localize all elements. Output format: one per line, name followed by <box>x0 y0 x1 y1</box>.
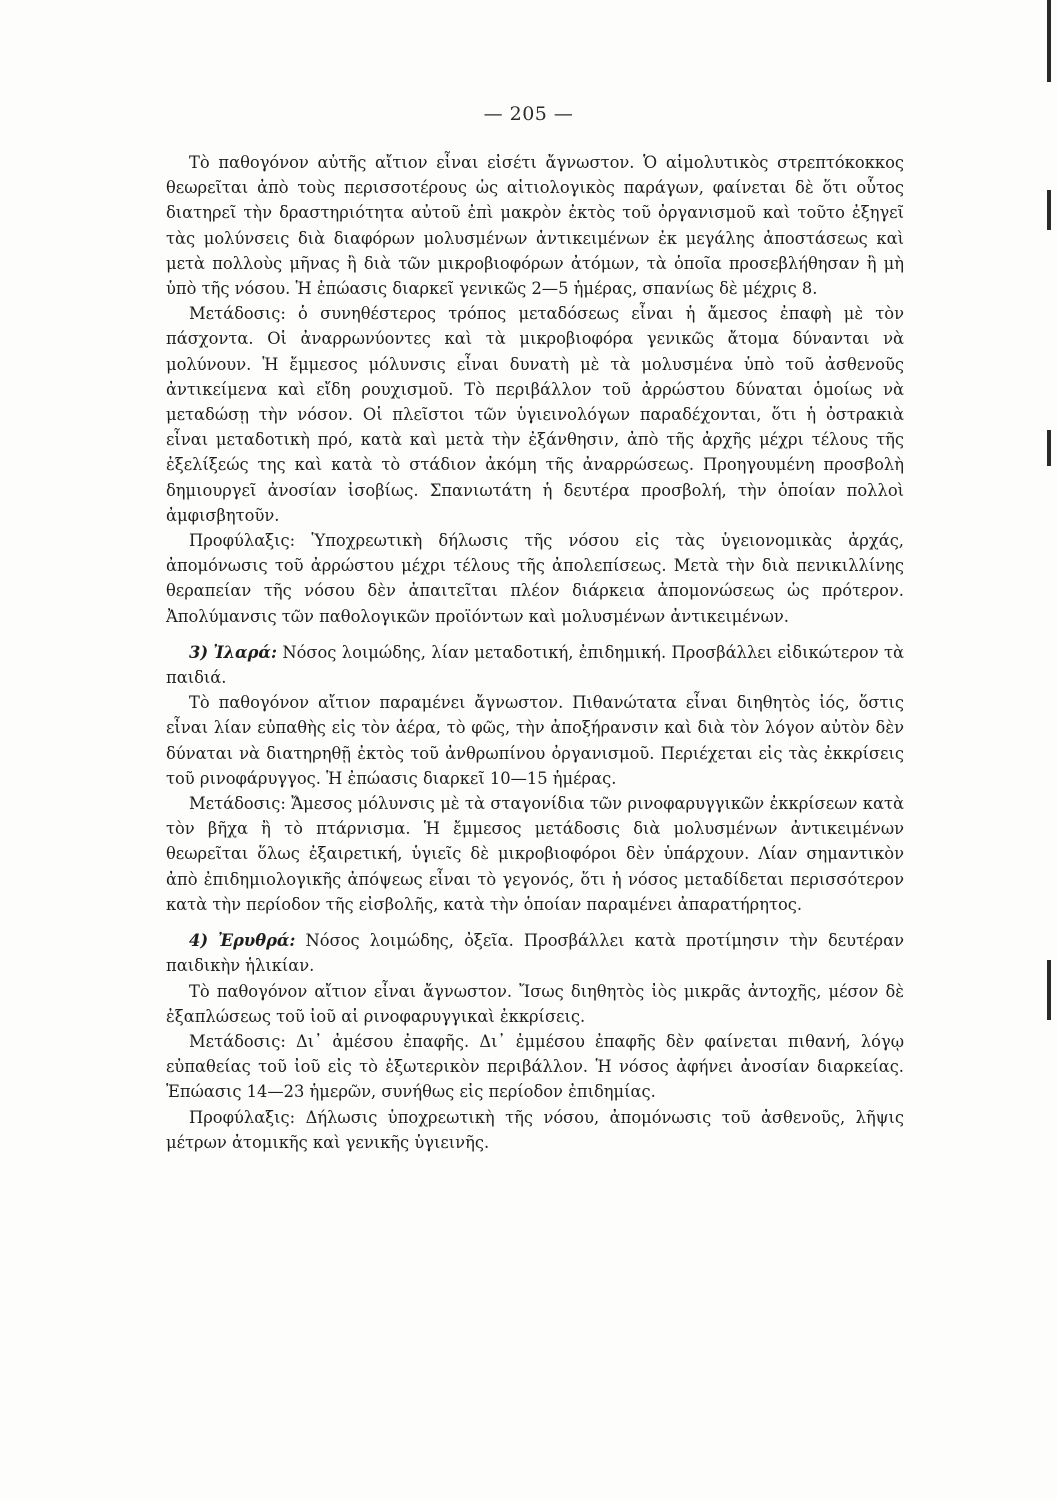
section-3-heading-line <box>166 640 904 690</box>
body-text <box>166 150 904 1155</box>
paragraph: Τὸ παθογόνον αἴτιον εἶναι ἄγνωστον. Ἴσως διηθητὸς ἰὸς μικρᾶς ἀντοχῆς, μέσον δὲ ἐξαπλώσεως τοῦ ἰοῦ αἱ ρινοφαρυγγικαὶ ἐκκρίσεις. <box>166 981 904 1026</box>
paragraph: Μετάδοσις: ὁ συνηθέστερος τρόπος μεταδόσεως εἶναι ἡ ἄμεσος ἐπαφὴ μὲ τὸν πάσχοντα. Οἱ ἀναρρωνύοντες καὶ τὰ μικροβιοφόρα γενικῶς ἄτομα δύνανται νὰ μολύνουν. Ἡ ἔμμεσος μόλυνσις εἶναι δυνατὴ μὲ τὰ μολυσμένα ὑπὸ τοῦ ἀσθενοῦς ἀντικείμενα καὶ εἴδη ρουχισμοῦ. Τὸ περιβάλλον τοῦ ἀρρώστου δύναται ὁμοίως νὰ μεταδώσῃ τὴν νόσον. Οἱ πλεῖστοι τῶν ὑγιεινολόγων παραδέχονται, ὅτι ἡ ὀστρακιὰ εἶναι μεταδοτικὴ πρό, κατὰ καὶ μετὰ τὴν ἐξάνθησιν, ἀπὸ τῆς ἀρχῆς μέχρι τέλους τῆς ἐξελίξεώς της καὶ κατὰ τὸ στάδιον ἀκόμη τῆς ἀναρρώσεως. Προηγουμένη προσβολὴ δημιουργεῖ ἀνοσίαν ἰσοβίως. Σπανιωτάτη ἡ δευτέρα προσβολή, τὴν ὁποίαν πολλοὶ ἀμφισβητοῦν. <box>166 304 904 525</box>
paragraph: Τὸ παθογόνον αὐτῆς αἴτιον εἶναι εἰσέτι ἄγνωστον. Ὁ αἱμολυτικὸς στρεπτόκοκκος θεωρεῖται ἀπὸ τοὺς περισσοτέρους ὡς αἰτιολογικὸς παράγων, φαίνεται δὲ ὅτι οὗτος διατηρεῖ τὴν δραστηριότητα αὐτοῦ ἐπὶ μακρὸν ἐκτὸς τοῦ ὀργανισμοῦ καὶ τοῦτο ἐξηγεῖ τὰς μολύνσεις διὰ διαφόρων μολυσμένων ἀντικειμένων ἐκ μεγάλης ἀποστάσεως καὶ μετὰ πολλοὺς μῆνας ἢ διὰ τῶν μικροβιοφόρων ἀτόμων, τὰ ὁποῖα προσεβλήθησαν ἢ μὴ ὑπὸ τῆς νόσου. Ἡ ἐπώασις διαρκεῖ γενικῶς 2—5 ἡμέρας, σπανίως δὲ μέχρις 8. <box>166 153 904 299</box>
scan-edge-mark <box>1047 190 1051 230</box>
paragraph: Μετάδοσις: Ἄμεσος μόλυνσις μὲ τὰ σταγονίδια τῶν ρινοφαρυγγικῶν ἐκκρίσεων κατὰ τὸν βῆχα ἢ τὸ πτάρνισμα. Ἡ ἔμμεσος μετάδοσις διὰ μολυσμένων ἀντικειμένων θεωρεῖται ὅλως ἐξαιρετική, ὑγιεῖς δὲ μικροβιοφόροι δὲν ὑπάρχουν. Λίαν σημαντικὸν ἀπὸ ἐπιδημιολογικῆς ἀπόψεως εἶναι τὸ γεγονός, ὅτι ἡ νόσος μεταδίδεται περισσότερον κατὰ τὴν περίοδον τῆς εἰσβολῆς, κατὰ τὴν ὁποίαν παραμένει ἀπαρατήρητος. <box>166 794 904 914</box>
paragraph: Τὸ παθογόνον αἴτιον παραμένει ἄγνωστον. Πιθανώτατα εἶναι διηθητὸς ἰός, ὅστις εἶναι λίαν εὐπαθὴς εἰς τὸν ἀέρα, τὸ φῶς, τὴν ἀποξήρανσιν καὶ διὰ τὸν λόγον αὐτὸν δὲν δύναται νὰ διατηρηθῇ ἐκτὸς τοῦ ἀνθρωπίνου ὀργανισμοῦ. Περιέχεται εἰς τὰς ἐκκρίσεις τοῦ ρινοφάρυγγος. Ἡ ἐπώασις διαρκεῖ 10—15 ἡμέρας. <box>166 693 904 788</box>
paragraph: Μετάδοσις: Δι᾽ ἀμέσου ἐπαφῆς. Δι᾽ ἐμμέσου ἐπαφῆς δὲν φαίνεται πιθανή, λόγῳ εὐπαθείας τοῦ ἰοῦ εἰς τὸ ἐξωτερικὸν περιβάλλον. Ἡ νόσος ἀφήνει ἀνοσίαν διαρκείας. Ἐπώασις 14—23 ἡμερῶν, συνήθως εἰς περίοδον ἐπιδημίας. <box>166 1031 904 1102</box>
section-number: 4) <box>189 931 209 951</box>
scan-edge-mark <box>1047 0 1051 82</box>
section-title: Ἰλαρά: <box>213 642 277 662</box>
section-lead: Νόσος λοιμώδης, λίαν μεταδοτική, ἐπιδημική. Προσβάλλει εἰδικώτερον τὰ παιδιά. <box>166 642 904 688</box>
scan-edge-mark <box>1047 430 1051 466</box>
section-title: Ἐρυθρά: <box>218 931 296 951</box>
section-4-heading-line <box>166 928 904 978</box>
paragraph: Προφύλαξις: Δήλωσις ὑποχρεωτικὴ τῆς νόσου, ἀπομόνωσις τοῦ ἀσθενοῦς, λῆψις μέτρων ἀτομικῆς καὶ γενικῆς ὑγιεινῆς. <box>166 1107 904 1152</box>
page-number: — 205 — <box>483 103 574 125</box>
section-number: 3) <box>189 642 209 662</box>
paragraph: Προφύλαξις: Ὑποχρεωτικὴ δήλωσις τῆς νόσου εἰς τὰς ὑγειονομικὰς ἀρχάς, ἀπομόνωσις τοῦ ἀρρώστου μέχρι τέλους τῆς ἀπολεπίσεως. Μετὰ τὴν διὰ πενικιλλίνης θεραπείαν τῆς νόσου δὲν ἀπαιτεῖται πλέον διάρκεια ἀπομονώσεως ὡς πρότερον. Ἀπολύμανσις τῶν παθολογικῶν προϊόντων καὶ μολυσμένων ἀντικειμένων. <box>166 531 904 626</box>
scan-edge-mark <box>1047 960 1051 1020</box>
section-lead: Νόσος λοιμώδης, ὀξεῖα. Προσβάλλει κατὰ προτίμησιν τὴν δευτέραν παιδικὴν ἡλικίαν. <box>166 931 904 976</box>
